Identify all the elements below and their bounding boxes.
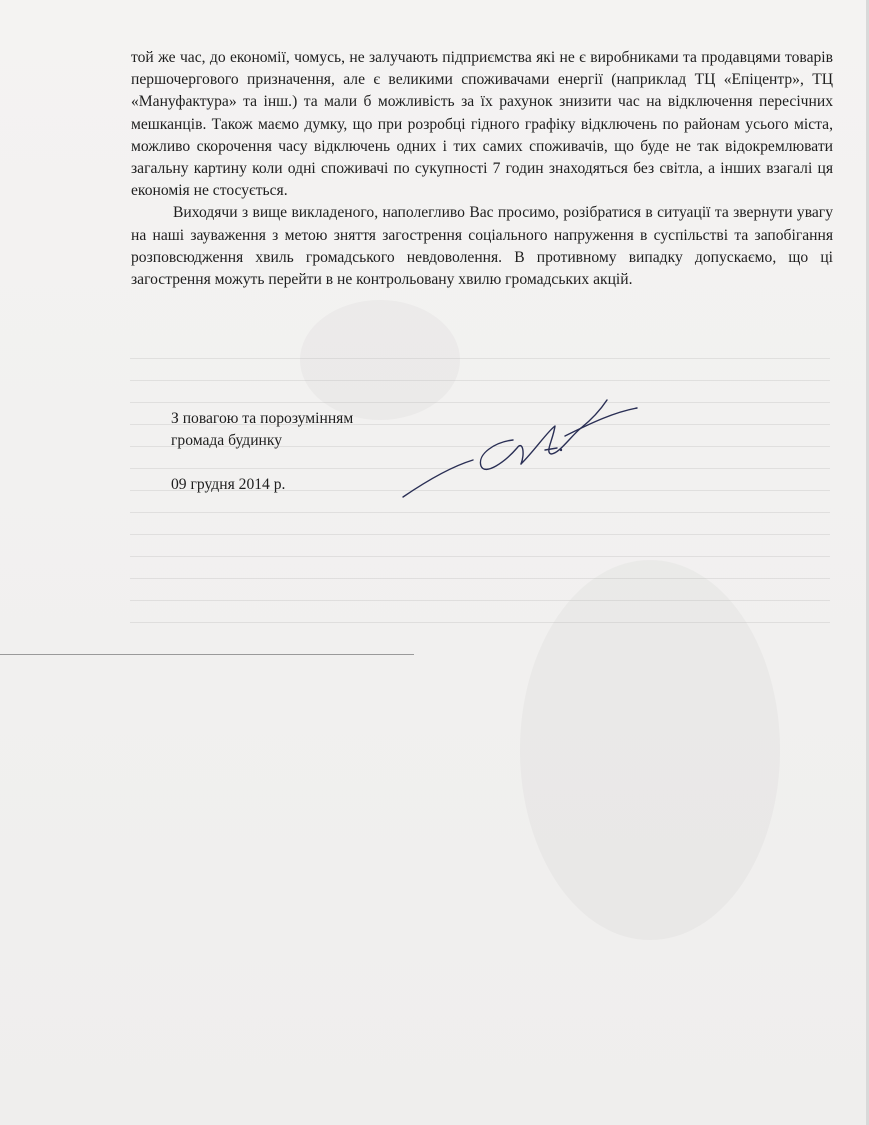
letter-closing [171, 408, 353, 496]
handwritten-signature [395, 392, 645, 512]
letter-paragraph-1: той же час, до економії, чомусь, не залучають підприємства які не є виробниками та продавцями товарів першочергового призначення, але є великими споживачами енергії (наприклад ТЦ «Епіцентр», ТЦ «Мануфактура» та інш.) та мали б можливість за їх рахунок знизити час на відключення пересічних мешканців. Також маємо думку, що при розробці гідного графіку відключень по районам усього міста, можливо скорочення часу відключень одних і тих самих споживачів, що буде не так відокремлювати загальну картину коли одні споживачі по сукупності 7 годин знаходяться без світла, а інших взагалі ця економія не стосується. [131, 49, 833, 200]
closing-signatory: громада будинку [171, 432, 283, 449]
fold-line [0, 654, 414, 655]
letter-date: 09 грудня 2014 р. [171, 476, 286, 493]
bleed-through-header [150, 0, 830, 14]
closing-regards: З повагою та порозумінням [171, 410, 354, 427]
letter-body [131, 47, 833, 291]
letter-paragraph-2: Виходячи з вище викладеного, наполегливо Вас просимо, розібратися в ситуації та звернути увагу на наші зауваження з метою зняття загострення соціального напруження в суспільстві та запобігання розповсюдження хвиль громадського невдоволення. В противному випадку допускаємо, що ці загострення можуть перейти в не контрольовану хвилю громадських акцій. [131, 204, 833, 289]
signature-dot [560, 449, 562, 451]
scan-smudge [520, 560, 780, 940]
